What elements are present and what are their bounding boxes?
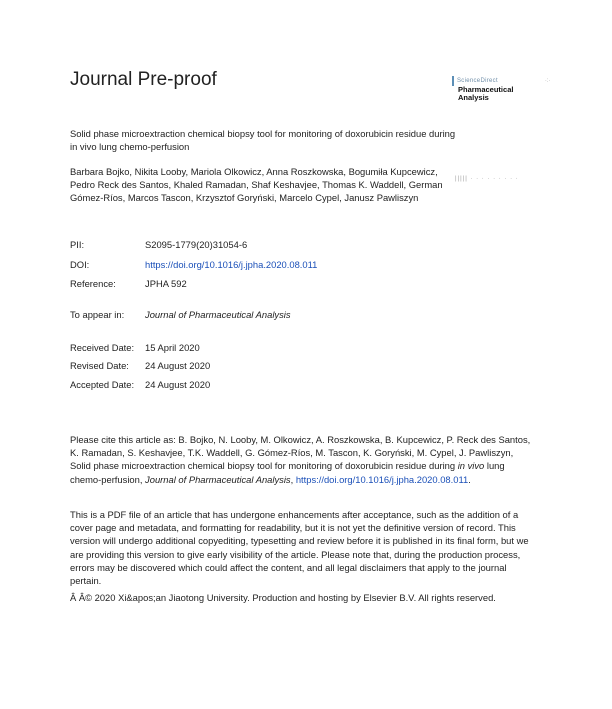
- accepted-row: [70, 379, 210, 390]
- copyright-line: Â Â© 2020 Xi&apos;an Jiaotong University. Production and hosting by Elsevier B.V. All rights reserved.: [70, 592, 496, 603]
- accepted-value: 24 August 2020: [145, 379, 211, 390]
- received-value: 15 April 2020: [145, 342, 200, 353]
- journal-name: Journal of Pharmaceutical Analysis: [145, 309, 291, 320]
- doi-label: DOI:: [70, 259, 90, 270]
- pii-label: PII:: [70, 239, 85, 250]
- cover-thumbnail-icon: ||||| · · · · · · · · ·: [455, 176, 519, 182]
- doi-row: [70, 259, 317, 270]
- appear-row: [70, 309, 291, 320]
- received-row: [70, 342, 200, 353]
- citation-paragraph: [70, 433, 535, 486]
- appear-label: To appear in:: [70, 309, 125, 320]
- citation-in-vivo: in vivo: [457, 460, 485, 472]
- citation-doi-link[interactable]: https://doi.org/10.1016/j.jpha.2020.08.011: [295, 473, 469, 485]
- citation-text-2: lung chemo-perfusion,: [70, 460, 505, 485]
- received-label: Received Date:: [70, 342, 135, 353]
- revised-value: 24 August 2020: [145, 360, 211, 371]
- logo-line-1: Pharmaceutical: [458, 85, 514, 94]
- elsevier-tree-icon: [452, 76, 454, 86]
- citation-period: .: [468, 473, 471, 485]
- pdf-notice-paragraph: This is a PDF file of an article that has undergone enhancements after acceptance, such as the addition of a cover page and metadata, and formatting for readability, but it is not yet the definitive version of record. This version will undergo additional copyediting, typesetting and review before it is published in its final form, but we are providing this version to give early visibility of the article. Please note that, during the production process, errors may be discovered which could affect the content, and all legal disclaimers that apply to the journal pertain.: [70, 509, 529, 587]
- logo-dots-icon: ·:·: [544, 78, 551, 84]
- accepted-label: Accepted Date:: [70, 379, 135, 390]
- reference-label: Reference:: [70, 278, 116, 289]
- revised-row: [70, 360, 210, 371]
- citation-comma: ,: [290, 473, 296, 485]
- pii-value: S2095-1779(20)31054-6: [145, 239, 248, 250]
- logo-small-text: ScienceDirect: [457, 78, 498, 84]
- pii-row: [70, 239, 247, 250]
- citation-journal: Journal of Pharmaceutical Analysis: [145, 473, 291, 485]
- author-list: Barbara Bojko, Nikita Looby, Mariola Olkowicz, Anna Roszkowska, Bogumiła Kupcewicz, Pedro Reck des Santos, Khaled Ramadan, Shaf Keshavjee, Thomas K. Waddell, German Gómez-Ríos, Marcos Tascon, Krzysztof Goryński, Marcelo Cypel, Janusz Pawliszyn: [70, 166, 443, 204]
- logo-line-2: Analysis: [458, 93, 489, 102]
- journal-logo: [452, 76, 551, 116]
- reference-row: [70, 278, 187, 289]
- revised-label: Revised Date:: [70, 360, 129, 371]
- page-title: Journal Pre-proof: [70, 69, 217, 90]
- doi-link[interactable]: https://doi.org/10.1016/j.jpha.2020.08.011: [145, 259, 318, 270]
- reference-value: JPHA 592: [145, 278, 187, 289]
- citation-text-1: Please cite this article as: B. Bojko, N. Looby, M. Olkowicz, A. Roszkowska, B. Kupcewicz, P. Reck des Santos, K. Ramadan, S. Keshavjee, T.K. Waddell, G. Gómez-Ríos, M. Tascon, K. Goryński, M. Cypel, J. Pawliszyn, Solid phase microextraction chemical biopsy tool for monitoring of doxorubicin residue during: [70, 434, 531, 472]
- article-title: Solid phase microextraction chemical biopsy tool for monitoring of doxorubicin residue during in vivo lung chemo-perfusion: [70, 128, 456, 152]
